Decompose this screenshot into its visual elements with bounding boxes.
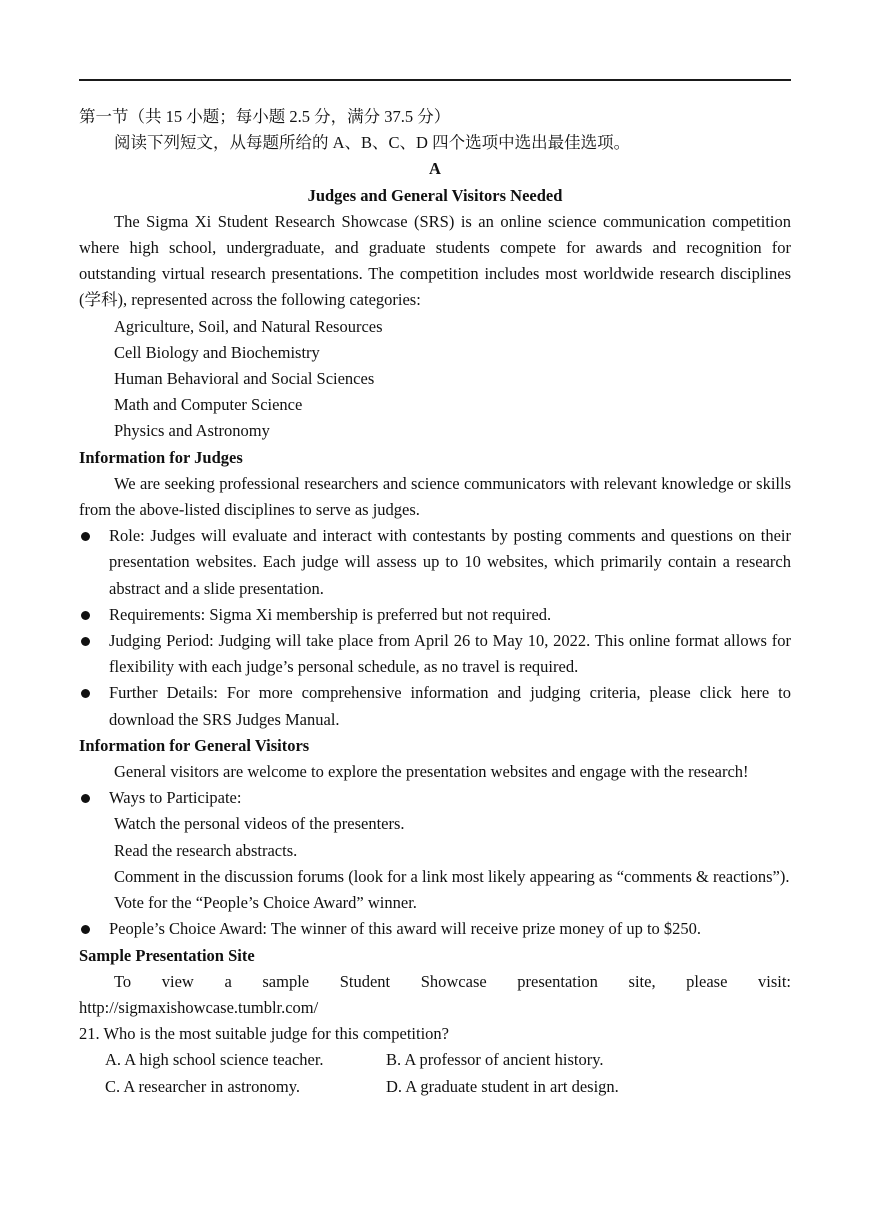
bullet-dot [81,611,90,620]
bullet-text: People’s Choice Award: The winner of this award will receive prize money of up to $250. [109,919,702,939]
sample-url-link[interactable]: http://sigmaxishowcase.tumblr.com/ [79,997,319,1017]
passage-title: Judges and General Visitors Needed [307,185,563,205]
visitors-bullet-ways [79,785,791,811]
visitors-heading: Information for General Visitors [79,735,310,755]
option-c: C. A researcher in astronomy. [105,1076,301,1096]
judges-intro: We are seeking professional researchers and science communicators with relevant knowledge or skills from the above-listed disciplines to serve as judges. [79,473,791,520]
option-b: B. A professor of ancient history. [386,1050,604,1070]
top-rule [79,79,791,81]
bullet-dot [81,794,90,803]
bullet-dot [81,637,90,646]
sample-text: To view a sample Student Showcase presentation site, please visit: [114,971,791,991]
section-header: 第一节（共 15 小题；每小题 2.5 分，满分 37.5 分） [79,107,451,126]
judges-heading: Information for Judges [79,447,243,467]
judges-bullet-role [79,523,791,602]
bullet-text: Ways to Participate: [109,788,242,808]
bullet-dot [81,689,90,698]
visitors-bullet-award [79,916,791,942]
option-a: A. A high school science teacher. [105,1050,324,1070]
question-stem: 21. Who is the most suitable judge for this competition? [79,1024,449,1044]
sample-heading: Sample Presentation Site [79,945,255,965]
way-item: Vote for the “People’s Choice Award” winner. [114,893,417,913]
judges-bullet-details [79,680,791,732]
judges-bullet-requirements [79,602,791,628]
option-d: D. A graduate student in art design. [386,1076,619,1096]
question-options-row-2 [79,1074,791,1100]
bullet-text: Requirements: Sigma Xi membership is preferred but not required. [109,604,552,624]
bullet-dot [81,532,90,541]
category-item: Physics and Astronomy [114,421,270,441]
category-list [79,314,791,445]
way-item: Read the research abstracts. [114,840,298,860]
bullet-text: Further Details: For more comprehensive information and judging criteria, please click here to download the SRS Judges Manual. [109,683,791,729]
bullet-text: Judging Period: Judging will take place from April 26 to May 10, 2022. This online format allows for flexibility with each judge’s personal schedule, as no travel is required. [109,631,791,677]
category-item: Agriculture, Soil, and Natural Resources [114,316,383,336]
intro-paragraph: The Sigma Xi Student Research Showcase (SRS) is an online science communication competition where high school, undergraduate, and graduate students compete for awards and recognition for outstanding virtual research presentations. The competition includes most worldwide research disciplines (学科), represented across the following categories: [79,211,791,310]
bullet-dot [81,925,90,934]
passage-letter: A [429,159,441,179]
question-options-row-1 [79,1047,791,1073]
judges-bullet-period [79,628,791,680]
way-item: Comment in the discussion forums (look for a link most likely appearing as “comments & reactions”). [114,866,790,886]
document-body [79,104,791,1100]
bullet-text: Role: Judges will evaluate and interact with contestants by posting comments and questions on their presentation websites. Each judge will assess up to 10 websites, which primarily contain a research abstract and a slide presentation. [109,526,791,598]
category-item: Math and Computer Science [114,395,303,415]
instructions: 阅读下列短文，从每题所给的 A、B、C、D 四个选项中选出最佳选项。 [114,133,631,153]
category-item: Cell Biology and Biochemistry [114,342,320,362]
visitors-intro: General visitors are welcome to explore the presentation websites and engage with the research! [114,762,749,782]
category-item: Human Behavioral and Social Sciences [114,369,375,389]
way-item: Watch the personal videos of the presenters. [114,814,405,834]
